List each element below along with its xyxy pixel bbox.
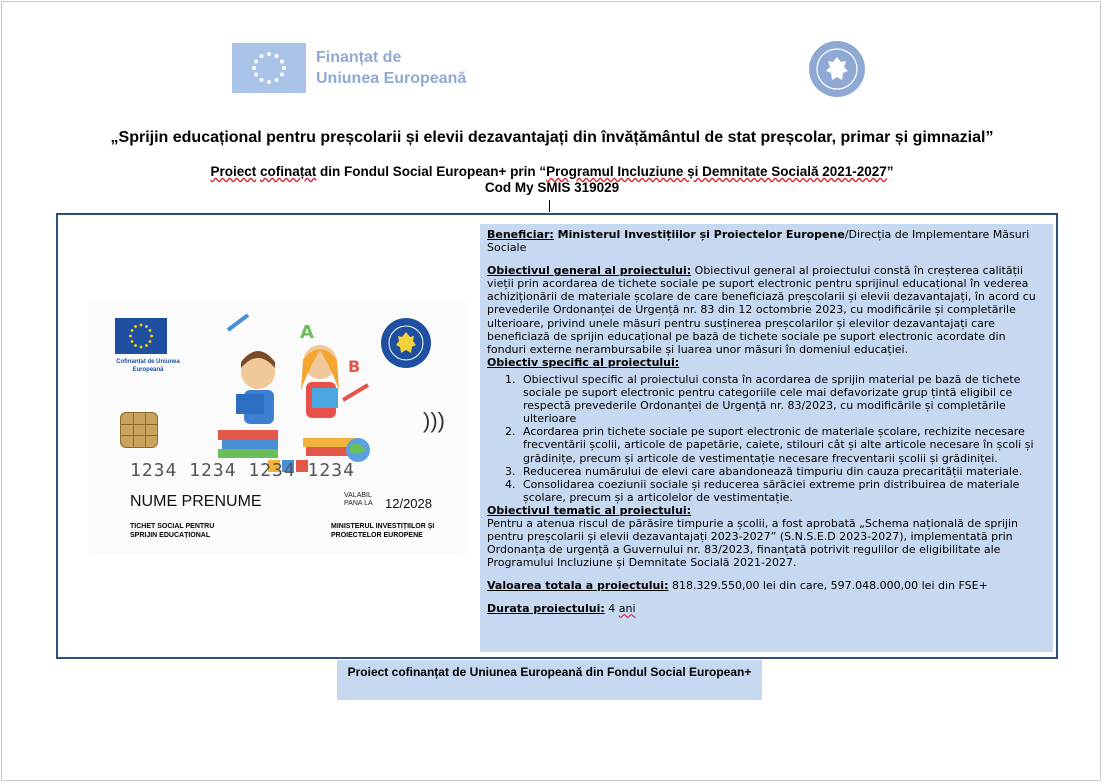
svg-text:B: B — [348, 357, 361, 376]
card-type-line1: TICHET SOCIAL PENTRU — [130, 523, 215, 530]
card-eu-label: Cofinanțat de Uniunea Europeană — [116, 359, 180, 373]
subtitle-word2: cofinațat — [260, 164, 317, 179]
project-duration-unit: ani — [618, 602, 636, 616]
social-voucher-card — [88, 300, 468, 555]
subtitle-mid: din Fondul Social European+ prin “ — [316, 164, 547, 179]
subtitle-word1: Proiect — [210, 164, 257, 179]
beneficiar — [487, 228, 1047, 254]
page-title: „Sprijin educațional pentru preșcolarii și elevii dezavantajați din învățământul de stat preșcolar, primar și gimnazial” — [110, 129, 994, 146]
romanian-government-seal-icon — [808, 40, 866, 98]
thematic-objective — [487, 504, 1047, 517]
contactless-icon: ))) — [423, 408, 445, 433]
project-value-amount: 818.329.550,00 lei din care, 597.048.000,00 lei din FSE+ — [668, 579, 988, 593]
card-holder-name: NUME PRENUME — [130, 493, 262, 510]
card-valid-date: 12/2028 — [385, 496, 432, 511]
general-objective-text: Obiectivul general al proiectului constă în creșterea calității vieții prin acordarea de tichete sociale pe suport electronic pentru sprijinul educațional în vederea achiziționării de materiale școlare de care beneficiază preșcolarii și elevii dezavantajați, în acord cu prevederile Ordonanței de Urgență nr. 83 din 12 octombrie 2023, cu modificările și completările ulterioare, privind unele măsuri pentru susținerea preșcolarilor și elevilor dezavantajați care beneficiază de sprijin educațional pe bază de tichete sociale pe suport electronic acordate din fonduri externe nerambursabile și luarea unor măsuri în domeniul educației. — [487, 264, 1036, 356]
beneficiar-value: Ministerul Investițiilor și Proiectelor Europene — [553, 228, 845, 241]
list-item: 4. Consolidarea coeziunii sociale și reducerea sărăciei extreme prin distribuirea de materiale școlare, precum și a articolelor de vestimentație. — [519, 478, 1047, 504]
subtitle-end: ” — [886, 164, 894, 179]
project-value — [487, 579, 1047, 592]
card-type — [130, 522, 214, 540]
project-duration-value: 4 — [604, 602, 619, 616]
smis-code: Cod My SMIS 319029 — [484, 180, 620, 195]
card-valid-label — [344, 492, 373, 508]
card-ministry — [331, 522, 434, 540]
beneficiar-label: Beneficiar: — [487, 228, 554, 241]
eu-logo-line1: Finanțat de — [316, 49, 402, 66]
beneficiar-directorate: /Direcția de Implementare Măsuri Sociale — [487, 228, 1030, 255]
specific-objective-list — [487, 373, 1047, 504]
card-number: 1234 1234 1234 1234 — [130, 460, 355, 481]
eu-logo-line2: Uniunea Europeană — [316, 70, 467, 87]
text-cursor — [549, 200, 550, 212]
card-ministry-line1: MINISTERUL INVESTIȚIILOR ȘI — [331, 523, 435, 530]
valid-label-line2: PANA LA — [344, 500, 373, 507]
project-duration-label: Durata proiectului: — [487, 602, 605, 616]
list-item: 2. Acordarea prin tichete sociale pe suport electronic de materiale școlare, rechizite necesare frecventării școlii, articole de papetărie, caiete, stilouri cât și alte articole necesare în școli și grădinițe, precum și articole de vestimentație necesare frecventarii școlii și grădiniței. — [519, 425, 1047, 464]
project-duration — [487, 602, 1047, 615]
card-chip-icon — [120, 412, 158, 448]
valid-label-line1: VALABIL — [344, 492, 372, 499]
page-subtitle — [0, 164, 1104, 196]
general-objective-label: Obiectivul general al proiectului: — [487, 264, 692, 278]
eu-logo-text — [316, 47, 466, 89]
eu-funding-logo — [232, 42, 482, 94]
card-government-seal-icon — [380, 317, 432, 369]
card-type-line2: SPRIJIN EDUCAȚIONAL — [130, 532, 211, 539]
project-info-panel — [480, 224, 1053, 652]
eu-flag-icon — [232, 43, 306, 93]
general-objective — [487, 264, 1047, 356]
thematic-objective-text: Pentru a atenua riscul de părăsire timpurie a școlii, a fost aprobată „Schema națională de sprijin pentru preșcolarii și elevii dezavantajați 2023-2027” (S.N.S.E.D 2023-2027), implementată prin Ordonanța de urgență a Guvernului nr. 83/2023, finanțată potrivit regulilor de eligibilitate ale Programului Incluziune și Demnitate Socială 2021-2027. — [487, 516, 1019, 570]
subtitle-program: Programul Incluziune și Demnitate Socială 2021-2027 — [546, 164, 887, 179]
list-item: 1. Obiectivul specific al proiectului consta în acordarea de sprijin material pe bază de tichete sociale pe suport electronic pentru categoriile cele mai defavorizate grup țintă eligibil ce respectă prevederile Ordonanței de Urgență nr. 83/2023, cu modificările și completările ulterioare — [519, 373, 1047, 425]
list-item: 3. Reducerea numărului de elevi care abandonează timpuriu din cauza precarității materiale. — [519, 465, 1047, 478]
svg-text:A: A — [300, 322, 314, 343]
children-reading-illustration-icon — [208, 310, 378, 475]
thematic-objective-label: Obiectivul tematic al proiectului: — [487, 503, 692, 517]
footer-cofinancing-note: Proiect cofinanțat de Uniunea Europeană din Fondul Social European+ — [337, 660, 762, 700]
card-ministry-line2: PROIECTELOR EUROPENE — [331, 532, 423, 539]
card-eu-flag-icon — [115, 318, 167, 354]
project-value-label: Valoarea totala a proiectului: — [487, 579, 669, 593]
specific-objective — [487, 356, 1047, 369]
specific-objective-label: Obiectiv specific al proiectului: — [487, 355, 680, 369]
